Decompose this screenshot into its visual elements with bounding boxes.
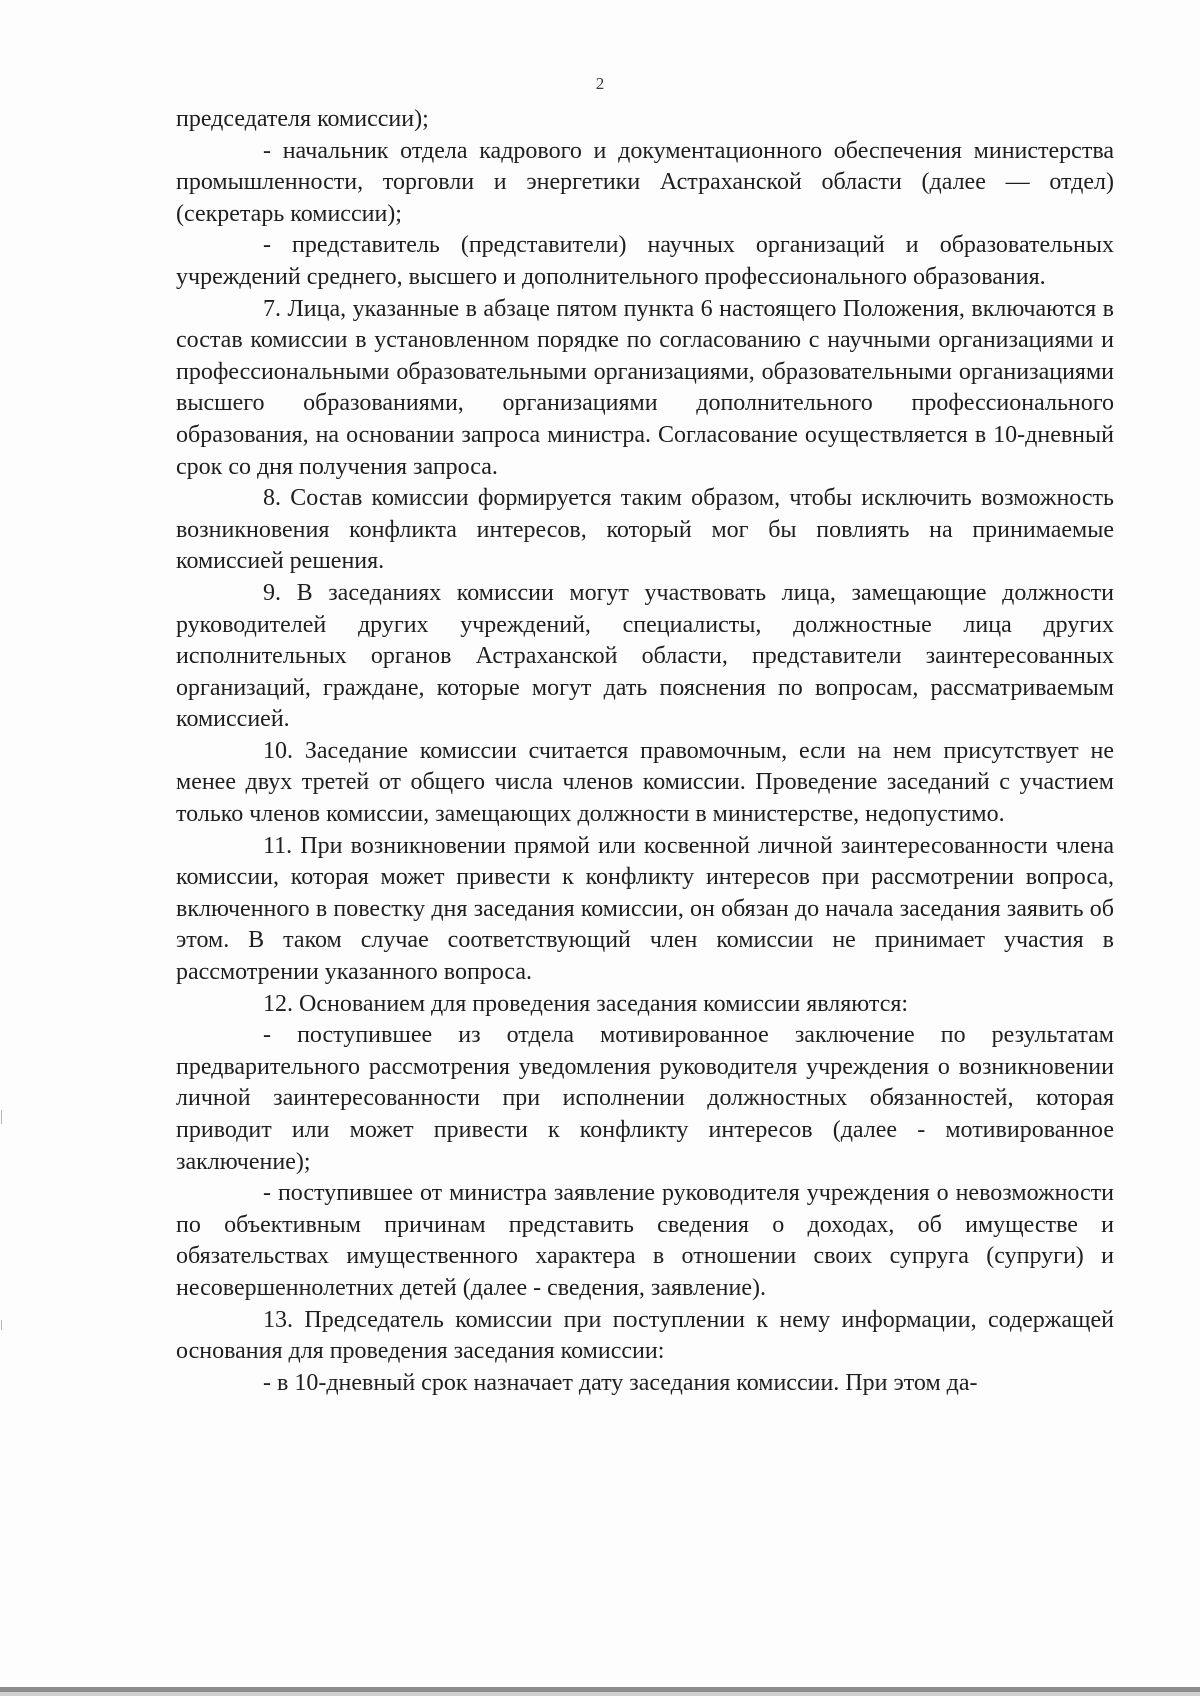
paragraph: - поступившее от министра заявление руководителя учреждения о невозможности по объективным причинам представить сведения о доходах, об имуществе и обязательствах имущественного характера в отношении своих супруга (супруги) и несовершеннолетних детей (далее - сведения, заявление). bbox=[176, 1180, 1114, 1301]
paragraph: 12. Основанием для проведения заседания комиссии являются: bbox=[263, 990, 909, 1017]
scan-artifact bbox=[1, 1320, 2, 1330]
paragraph: 13. Председатель комиссии при поступлении к нему информации, содержащей основания для проведения заседания комиссии: bbox=[176, 1306, 1114, 1365]
paragraph: 7. Лица, указанные в абзаце пятом пункта 6 настоящего Положения, включаются в состав комиссии в установленном порядке по согласованию с научными организациями и профессиональными образовательными организациями, образовательными организациями высшего образованиями, организациями дополнительного профессионального образования, на основании запроса министра. Согласование осуществляется в 10-дневный срок со дня получения запроса. bbox=[176, 295, 1114, 480]
paragraph: - представитель (представители) научных организаций и образовательных учреждений среднего, высшего и дополнительного профессионального образования. bbox=[176, 232, 1114, 290]
paragraph: 10. Заседание комиссии считается правомочным, если на нем присутствует не менее двух третей от общего числа членов комиссии. Проведение заседаний с участием только членов комиссии, замещающих должности в министерстве, недопустимо. bbox=[176, 737, 1114, 828]
document-body bbox=[176, 104, 1114, 1399]
paragraph: 11. При возникновении прямой или косвенной личной заинтересованности члена комиссии, которая может привести к конфликту интересов при рассмотрении вопроса, включенного в повестку дня заседания комиссии, он обязан до начала заседания заявить об этом. В таком случае соответствующий член комиссии не принимает участия в рассмотрении указанного вопроса. bbox=[176, 832, 1114, 986]
paragraph: - в 10-дневный срок назначает дату заседания комиссии. При этом да- bbox=[263, 1369, 978, 1396]
paragraph: председателя комиссии); bbox=[176, 106, 429, 132]
scan-edge bbox=[0, 1692, 1200, 1696]
scan-artifact bbox=[1, 1110, 2, 1124]
paragraph: - начальник отдела кадрового и документационного обеспечения министерства промышленности, торговли и энергетики Астраханской области (далее — отдел) (секретарь комиссии); bbox=[176, 137, 1114, 227]
page-number: 2 bbox=[595, 74, 605, 93]
paragraph: 8. Состав комиссии формируется таким образом, чтобы исключить возможность возникновения конфликта интересов, который мог бы повлиять на принимаемые комиссией решения. bbox=[176, 485, 1114, 575]
paragraph: - поступившее из отдела мотивированное заключение по результатам предварительного рассмотрения уведомления руководителя учреждения о возникновении личной заинтересованности при исполнении должностных обязанностей, которая приводит или может привести к конфликту интересов (далее - мотивированное заключение); bbox=[176, 1022, 1114, 1175]
paragraph: 9. В заседаниях комиссии могут участвовать лица, замещающие должности руководителей других учреждений, специалисты, должностные лица других исполнительных органов Астраханской области, представители заинтересованных организаций, граждане, которые могут дать пояснения по вопросам, рассматриваемым комиссией. bbox=[176, 579, 1114, 733]
